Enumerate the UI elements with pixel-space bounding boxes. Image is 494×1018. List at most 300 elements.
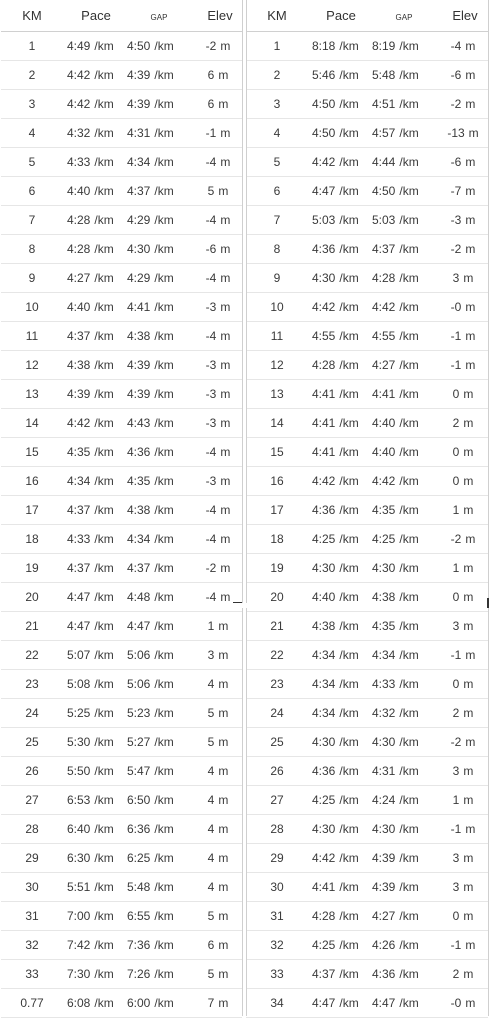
split-km: 30 [25, 880, 39, 894]
pace-value: 4:30 [312, 271, 336, 285]
elev-unit: m [218, 677, 229, 691]
elev-unit: m [463, 706, 474, 720]
header-elev: Elev [452, 8, 478, 23]
pace-unit: /km [94, 851, 114, 865]
split-row [1, 728, 242, 757]
elev-value: -4 [205, 590, 217, 604]
pace-unit: /km [339, 532, 359, 546]
gap-value: 4:24 [372, 793, 396, 807]
pace-value: 4:30 [312, 735, 336, 749]
gap-value: 7:26 [127, 967, 151, 981]
pace-value: 5:25 [67, 706, 91, 720]
pace-value: 5:03 [312, 213, 336, 227]
split-elev [193, 815, 243, 843]
gap-unit: /km [399, 938, 419, 952]
split-km: 32 [270, 938, 284, 952]
pace-value: 4:28 [67, 213, 91, 227]
gap-value: 5:03 [372, 213, 396, 227]
split-pace [67, 293, 114, 321]
split-row [1, 322, 242, 351]
split-pace [67, 322, 114, 350]
split-row [1, 32, 242, 61]
split-row [246, 351, 488, 380]
header-gap: GAP [395, 13, 413, 22]
elev-value: -4 [205, 532, 217, 546]
elev-unit: m [218, 996, 229, 1010]
elev-value: -1 [450, 329, 462, 343]
split-row [1, 699, 242, 728]
pace-value: 5:07 [67, 648, 91, 662]
split-gap [372, 989, 419, 1017]
gap-value: 4:50 [372, 184, 396, 198]
split-row [246, 380, 488, 409]
split-pace [67, 61, 114, 89]
split-gap [372, 264, 419, 292]
split-elev [193, 380, 243, 408]
gap-value: 4:37 [372, 242, 396, 256]
pace-value: 4:42 [67, 416, 91, 430]
gap-unit: /km [399, 735, 419, 749]
split-elev [438, 380, 488, 408]
pace-value: 4:42 [67, 68, 91, 82]
pace-value: 4:25 [312, 938, 336, 952]
split-elev [438, 90, 488, 118]
split-gap [372, 351, 419, 379]
gap-value: 4:42 [372, 300, 396, 314]
gap-value: 4:30 [127, 242, 151, 256]
gap-unit: /km [399, 561, 419, 575]
split-pace [312, 206, 359, 234]
split-km: 24 [270, 706, 284, 720]
gap-unit: /km [399, 416, 419, 430]
split-elev [193, 409, 243, 437]
split-pace [312, 815, 359, 843]
pace-unit: /km [339, 387, 359, 401]
elev-value: -3 [450, 213, 462, 227]
split-pace [312, 351, 359, 379]
split-pace [67, 931, 114, 959]
elev-value: 1 [452, 561, 460, 575]
split-km: 20 [25, 590, 39, 604]
split-pace [312, 322, 359, 350]
split-gap [127, 931, 174, 959]
split-pace [312, 148, 359, 176]
pace-value: 5:51 [67, 880, 91, 894]
pace-unit: /km [94, 706, 114, 720]
elev-value: -2 [450, 242, 462, 256]
gap-value: 4:30 [372, 735, 396, 749]
pace-unit: /km [339, 793, 359, 807]
split-gap [372, 235, 419, 263]
split-elev [438, 235, 488, 263]
split-gap [127, 728, 174, 756]
split-row [246, 119, 488, 148]
split-elev [193, 902, 243, 930]
split-elev [193, 351, 243, 379]
pace-value: 4:47 [312, 996, 336, 1010]
split-elev [193, 670, 243, 698]
elev-value: 4 [207, 677, 215, 691]
gap-unit: /km [399, 880, 419, 894]
split-elev [193, 525, 243, 553]
gap-unit: /km [154, 967, 174, 981]
pace-unit: /km [94, 39, 114, 53]
gap-unit: /km [399, 358, 419, 372]
pace-value: 4:40 [67, 184, 91, 198]
split-km: 18 [270, 532, 284, 546]
pace-unit: /km [339, 996, 359, 1010]
gap-value: 4:39 [127, 358, 151, 372]
split-elev [193, 873, 243, 901]
gap-value: 5:27 [127, 735, 151, 749]
gap-value: 4:39 [127, 68, 151, 82]
elev-unit: m [463, 271, 474, 285]
pace-unit: /km [339, 590, 359, 604]
pace-value: 5:50 [67, 764, 91, 778]
gap-unit: /km [154, 68, 174, 82]
pace-value: 4:28 [312, 909, 336, 923]
gap-value: 4:47 [127, 619, 151, 633]
split-row [246, 699, 488, 728]
gap-value: 4:39 [372, 880, 396, 894]
pace-unit: /km [339, 938, 359, 952]
split-gap [372, 90, 419, 118]
elev-value: -0 [450, 300, 462, 314]
split-km: 27 [25, 793, 39, 807]
split-row [1, 554, 242, 583]
gap-value: 4:57 [372, 126, 396, 140]
elev-unit: m [465, 358, 476, 372]
gap-value: 4:29 [127, 271, 151, 285]
elev-unit: m [465, 39, 476, 53]
split-km: 4 [28, 126, 36, 140]
elev-unit: m [463, 619, 474, 633]
split-km: 27 [270, 793, 284, 807]
pace-unit: /km [94, 126, 114, 140]
split-elev [193, 728, 243, 756]
split-row [246, 148, 488, 177]
split-row [246, 525, 488, 554]
split-pace [312, 293, 359, 321]
split-km: 33 [25, 967, 39, 981]
gap-value: 7:36 [127, 938, 151, 952]
gap-value: 4:43 [127, 416, 151, 430]
split-km: 21 [25, 619, 39, 633]
gap-unit: /km [399, 532, 419, 546]
pace-value: 4:42 [67, 97, 91, 111]
split-gap [372, 32, 419, 60]
split-gap [127, 554, 174, 582]
pace-value: 4:47 [312, 184, 336, 198]
pace-unit: /km [339, 213, 359, 227]
gap-value: 4:51 [372, 97, 396, 111]
elev-unit: m [218, 97, 229, 111]
split-km: 26 [270, 764, 284, 778]
gap-unit: /km [399, 648, 419, 662]
pace-value: 4:47 [67, 590, 91, 604]
split-row [1, 351, 242, 380]
right-table-seam-tick [487, 598, 489, 608]
split-pace [67, 206, 114, 234]
split-pace [67, 670, 114, 698]
gap-unit: /km [154, 300, 174, 314]
pace-value: 4:36 [312, 503, 336, 517]
split-elev [193, 641, 243, 669]
pace-unit: /km [94, 445, 114, 459]
pace-unit: /km [339, 416, 359, 430]
gap-value: 4:47 [372, 996, 396, 1010]
split-row [246, 728, 488, 757]
gap-unit: /km [154, 242, 174, 256]
gap-unit: /km [399, 387, 419, 401]
elev-unit: m [220, 126, 231, 140]
split-row [1, 641, 242, 670]
split-elev [193, 90, 243, 118]
pace-unit: /km [339, 648, 359, 662]
split-gap [372, 496, 419, 524]
gap-unit: /km [399, 155, 419, 169]
split-gap [372, 757, 419, 785]
gap-unit: /km [399, 300, 419, 314]
split-elev [193, 757, 243, 785]
gap-unit: /km [399, 822, 419, 836]
gap-value: 5:48 [127, 880, 151, 894]
split-elev [193, 612, 243, 640]
split-pace [67, 380, 114, 408]
split-km: 9 [273, 271, 281, 285]
split-row [246, 409, 488, 438]
pace-unit: /km [94, 561, 114, 575]
elev-unit: m [218, 735, 229, 749]
split-gap [127, 873, 174, 901]
split-gap [127, 960, 174, 988]
elev-unit: m [465, 184, 476, 198]
split-gap [127, 409, 174, 437]
gap-value: 8:19 [372, 39, 396, 53]
gap-unit: /km [154, 329, 174, 343]
split-gap [127, 786, 174, 814]
elev-unit: m [218, 619, 229, 633]
elev-unit: m [463, 909, 474, 923]
split-gap [127, 641, 174, 669]
gap-unit: /km [399, 68, 419, 82]
gap-value: 4:28 [372, 271, 396, 285]
gap-value: 5:47 [127, 764, 151, 778]
split-pace [312, 264, 359, 292]
pace-unit: /km [94, 271, 114, 285]
pace-value: 4:28 [67, 242, 91, 256]
gap-unit: /km [154, 126, 174, 140]
gap-unit: /km [399, 242, 419, 256]
split-row [246, 815, 488, 844]
left-table-divider-upper [242, 0, 243, 603]
split-row [1, 177, 242, 206]
gap-unit: /km [399, 213, 419, 227]
split-km: 13 [270, 387, 284, 401]
pace-unit: /km [94, 503, 114, 517]
split-gap [372, 525, 419, 553]
split-elev [193, 148, 243, 176]
pace-unit: /km [339, 329, 359, 343]
split-elev [438, 641, 488, 669]
elev-unit: m [463, 793, 474, 807]
split-pace [67, 873, 114, 901]
split-row [1, 61, 242, 90]
elev-unit: m [220, 329, 231, 343]
elev-unit: m [218, 880, 229, 894]
elev-unit: m [465, 97, 476, 111]
split-elev [193, 583, 243, 611]
split-row [246, 467, 488, 496]
split-row [246, 583, 488, 612]
split-gap [372, 583, 419, 611]
split-pace [312, 612, 359, 640]
elev-unit: m [220, 387, 231, 401]
split-km: 33 [270, 967, 284, 981]
pace-unit: /km [94, 996, 114, 1010]
pace-unit: /km [339, 706, 359, 720]
pace-unit: /km [94, 387, 114, 401]
split-gap [127, 264, 174, 292]
elev-value: 2 [452, 706, 460, 720]
elev-unit: m [463, 967, 474, 981]
split-gap [372, 467, 419, 495]
pace-unit: /km [94, 880, 114, 894]
gap-value: 4:34 [127, 155, 151, 169]
pace-value: 4:25 [312, 793, 336, 807]
gap-value: 4:35 [372, 503, 396, 517]
split-elev [438, 438, 488, 466]
split-row [1, 670, 242, 699]
pace-value: 4:34 [312, 677, 336, 691]
gap-unit: /km [399, 39, 419, 53]
gap-unit: /km [399, 706, 419, 720]
split-km: 31 [270, 909, 284, 923]
split-pace [67, 960, 114, 988]
pace-unit: /km [339, 97, 359, 111]
pace-unit: /km [94, 590, 114, 604]
gap-value: 4:38 [372, 590, 396, 604]
elev-value: 3 [452, 851, 460, 865]
split-pace [67, 612, 114, 640]
split-km: 14 [270, 416, 284, 430]
table-header [246, 0, 488, 32]
split-pace [312, 235, 359, 263]
split-km: 9 [28, 271, 36, 285]
split-km: 1 [273, 39, 281, 53]
split-pace [67, 90, 114, 118]
split-elev [193, 786, 243, 814]
elev-unit: m [463, 416, 474, 430]
split-row [246, 554, 488, 583]
split-row [1, 612, 242, 641]
split-gap [127, 119, 174, 147]
gap-unit: /km [399, 619, 419, 633]
split-km: 5 [273, 155, 281, 169]
elev-unit: m [218, 184, 229, 198]
header-km: KM [22, 8, 42, 23]
split-pace [312, 757, 359, 785]
gap-value: 4:39 [127, 387, 151, 401]
split-gap [127, 351, 174, 379]
elev-value: -13 [447, 126, 465, 140]
pace-value: 4:33 [67, 155, 91, 169]
split-elev [438, 148, 488, 176]
split-elev [193, 32, 243, 60]
gap-value: 5:06 [127, 648, 151, 662]
gap-unit: /km [154, 445, 174, 459]
split-km: 3 [273, 97, 281, 111]
gap-value: 5:23 [127, 706, 151, 720]
pace-unit: /km [94, 822, 114, 836]
split-row [1, 409, 242, 438]
split-km: 19 [25, 561, 39, 575]
elev-value: -2 [205, 561, 217, 575]
split-elev [438, 902, 488, 930]
right-table-divider-lower [246, 608, 247, 1016]
gap-value: 4:35 [127, 474, 151, 488]
elev-value: 4 [207, 822, 215, 836]
split-km: 23 [270, 677, 284, 691]
split-km: 29 [25, 851, 39, 865]
pace-value: 4:42 [312, 851, 336, 865]
split-gap [372, 380, 419, 408]
split-km: 15 [25, 445, 39, 459]
split-pace [312, 583, 359, 611]
split-elev [438, 322, 488, 350]
gap-unit: /km [399, 967, 419, 981]
gap-value: 6:50 [127, 793, 151, 807]
split-gap [372, 206, 419, 234]
split-row [246, 641, 488, 670]
elev-value: 5 [207, 706, 215, 720]
gap-unit: /km [154, 706, 174, 720]
right-table-edge [488, 0, 489, 1016]
split-km: 10 [25, 300, 39, 314]
gap-value: 4:37 [127, 184, 151, 198]
pace-unit: /km [94, 764, 114, 778]
split-pace [67, 409, 114, 437]
pace-unit: /km [94, 300, 114, 314]
split-pace [312, 902, 359, 930]
split-km: 11 [25, 329, 39, 343]
split-gap [127, 496, 174, 524]
split-gap [372, 61, 419, 89]
split-elev [438, 206, 488, 234]
split-km: 11 [270, 329, 284, 343]
split-pace [312, 873, 359, 901]
pace-unit: /km [94, 358, 114, 372]
elev-value: 3 [452, 764, 460, 778]
split-km: 4 [273, 126, 281, 140]
split-elev [438, 583, 488, 611]
split-row [246, 960, 488, 989]
pace-unit: /km [94, 242, 114, 256]
elev-unit: m [465, 735, 476, 749]
pace-unit: /km [94, 677, 114, 691]
pace-value: 4:37 [67, 561, 91, 575]
pace-value: 4:42 [312, 155, 336, 169]
gap-unit: /km [399, 126, 419, 140]
pace-unit: /km [339, 445, 359, 459]
gap-unit: /km [154, 213, 174, 227]
elev-unit: m [220, 300, 231, 314]
gap-value: 4:31 [372, 764, 396, 778]
split-elev [193, 235, 243, 263]
split-gap [127, 293, 174, 321]
split-elev [193, 467, 243, 495]
split-pace [312, 844, 359, 872]
